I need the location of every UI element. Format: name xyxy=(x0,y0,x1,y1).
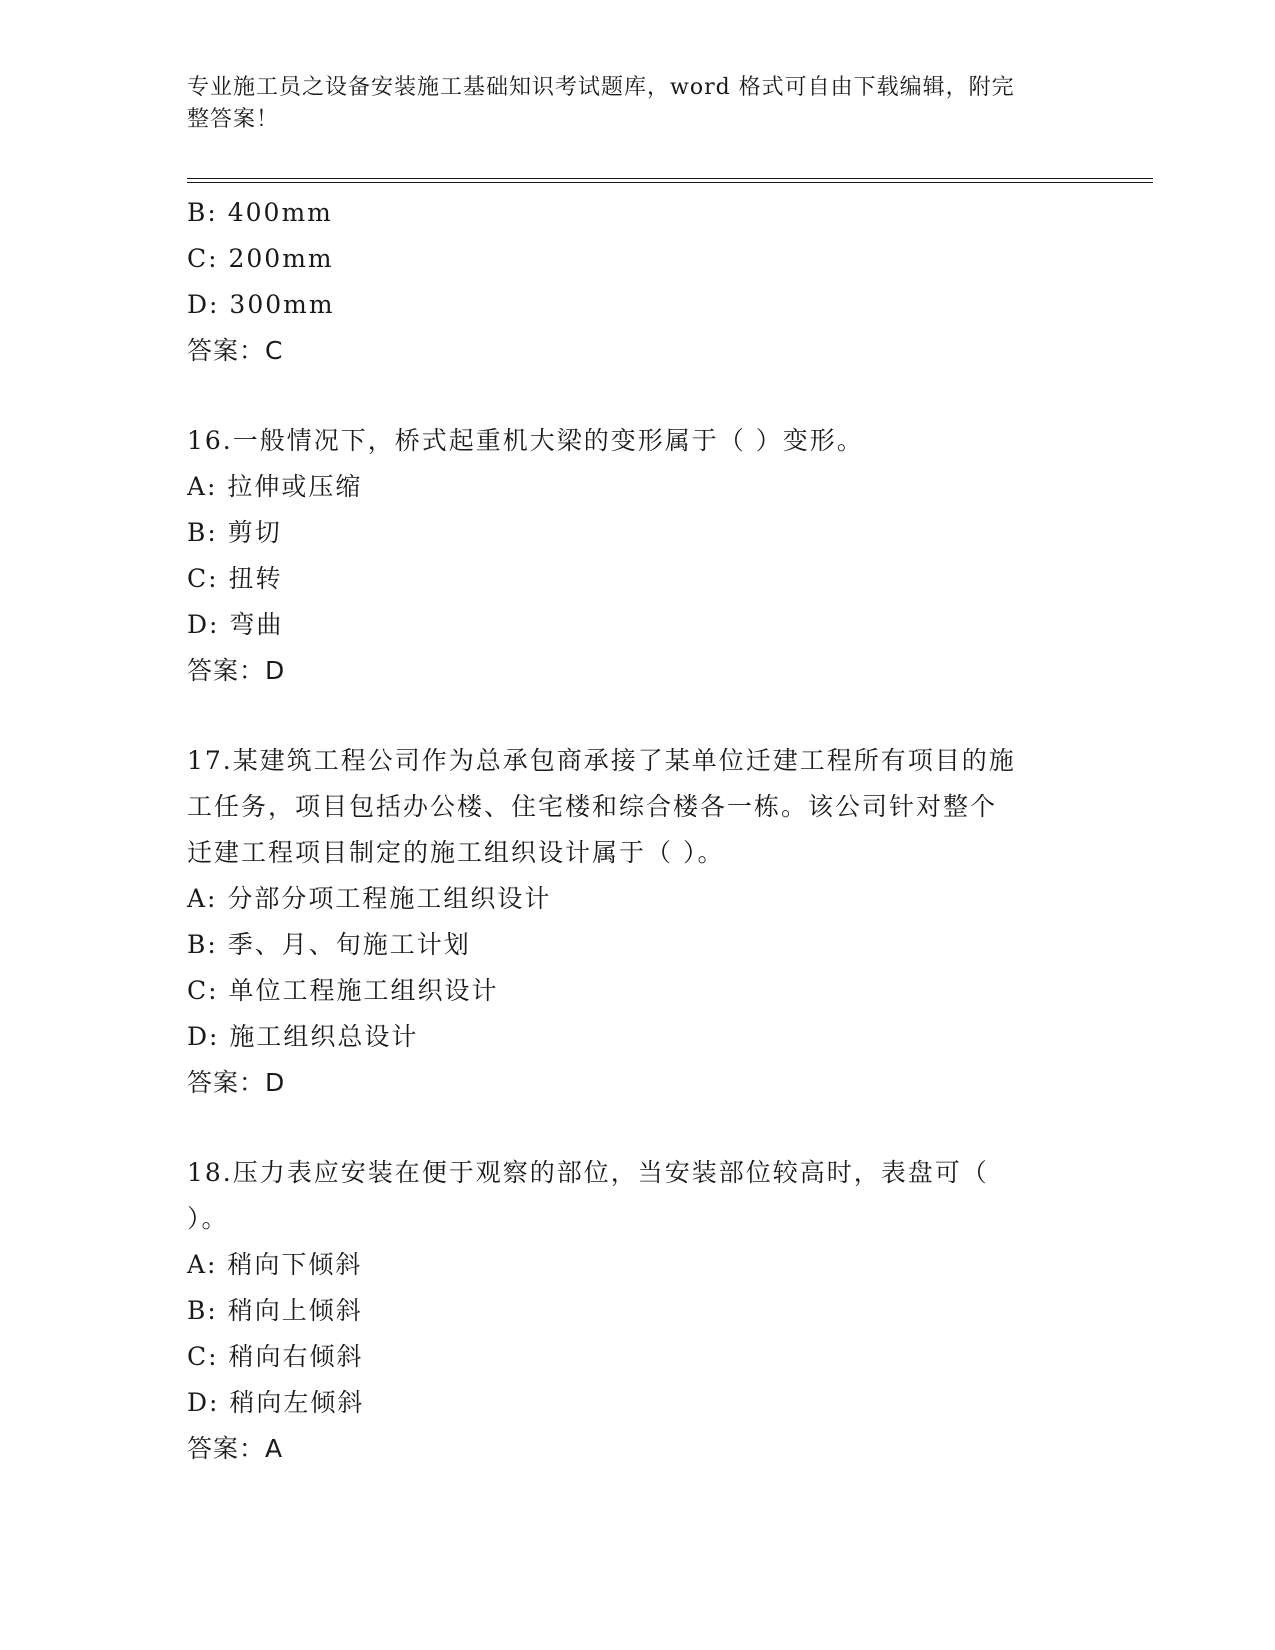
option-b: B: 季、月、旬施工计划 xyxy=(187,930,471,959)
option-d: D: 300mm xyxy=(187,290,335,319)
option-b: B: 400mm xyxy=(187,198,333,227)
option-d: D: 稍向左倾斜 xyxy=(187,1388,365,1417)
answer-line: 答案：A xyxy=(187,1434,284,1463)
option-a: A: 拉伸或压缩 xyxy=(187,472,363,501)
question-text-line-3: 迁建工程项目制定的施工组织设计属于（ ）。 xyxy=(187,838,725,867)
option-d: D: 弯曲 xyxy=(187,610,284,639)
answer-line: 答案：D xyxy=(187,656,286,685)
question-text-line-1: 17.某建筑工程公司作为总承包商承接了某单位迁建工程所有项目的施 xyxy=(187,746,1016,775)
option-a: A: 稍向下倾斜 xyxy=(187,1250,363,1279)
header-rule-bottom xyxy=(187,182,1153,183)
option-a: A: 分部分项工程施工组织设计 xyxy=(187,884,552,913)
question-16 xyxy=(187,418,1087,694)
header-rule-top xyxy=(187,178,1153,179)
answer-line: 答案：D xyxy=(187,1068,286,1097)
question-text-line-2: ）。 xyxy=(187,1204,229,1233)
option-c: C: 扭转 xyxy=(187,564,283,593)
question-text-line-2: 工任务，项目包括办公楼、住宅楼和综合楼各一栋。该公司针对整个 xyxy=(187,792,998,821)
option-d: D: 施工组织总设计 xyxy=(187,1022,419,1051)
question-text-line-1: 18.压力表应安装在便于观察的部位，当安装部位较高时，表盘可（ xyxy=(187,1158,989,1187)
option-c: C: 稍向右倾斜 xyxy=(187,1342,364,1371)
option-c: C: 200mm xyxy=(187,244,334,273)
question-list xyxy=(187,190,1087,1472)
answer-line: 答案：C xyxy=(187,336,284,365)
header-line-2: 整答案！ xyxy=(187,107,280,132)
question-15-continued xyxy=(187,190,1087,374)
question-17 xyxy=(187,738,1087,1106)
header-line-1: 专业施工员之设备安装施工基础知识考试题库，word 格式可自由下载编辑，附完 xyxy=(187,75,1015,100)
document-header xyxy=(187,72,1067,136)
option-b: B: 稍向上倾斜 xyxy=(187,1296,363,1325)
question-18 xyxy=(187,1150,1087,1472)
option-b: B: 剪切 xyxy=(187,518,282,547)
question-text: 16.一般情况下，桥式起重机大梁的变形属于（ ）变形。 xyxy=(187,426,864,455)
option-c: C: 单位工程施工组织设计 xyxy=(187,976,499,1005)
